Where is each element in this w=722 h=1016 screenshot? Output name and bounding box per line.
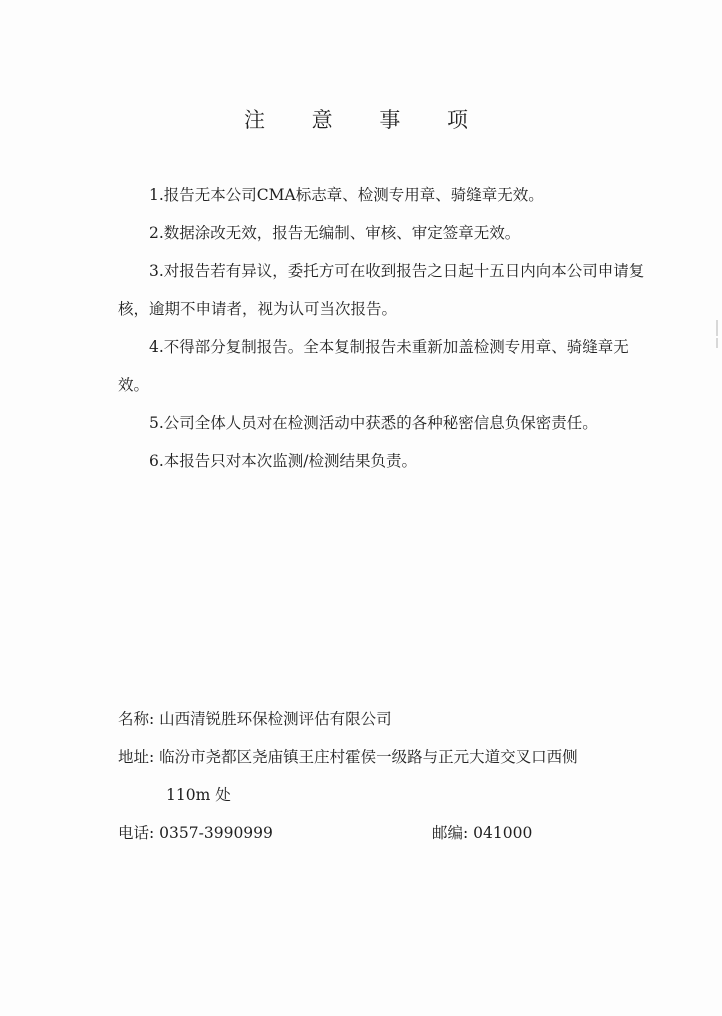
notice-item: 2.数据涂改无效，报告无编制、审核、审定签章无效。 <box>149 224 521 242</box>
page-title: 注 意 事 项 <box>243 108 489 132</box>
notice-item: 5.公司全体人员对在检测活动中获悉的各种秘密信息负保密责任。 <box>149 414 598 432</box>
address-label: 地址: <box>118 748 155 766</box>
address-continuation: 110m 处 <box>166 786 231 804</box>
address-continuation-row <box>118 776 658 814</box>
postal-code-value: 041000 <box>473 824 533 842</box>
address-row <box>118 738 658 776</box>
postal-code-group <box>432 814 532 852</box>
notice-item: 3.对报告若有异议，委托方可在收到报告之日起十五日内向本公司申请复核，逾期不申请者，视为认可当次报告。 <box>118 262 645 318</box>
notice-item: 6.本报告只对本次监测/检测结果负责。 <box>149 452 418 470</box>
notice-list <box>118 176 648 480</box>
notice-item: 4.不得部分复制报告。全本复制报告未重新加盖检测专用章、骑缝章无效。 <box>118 338 629 394</box>
notice-item: 1.报告无本公司CMA标志章、检测专用章、骑缝章无效。 <box>149 186 544 204</box>
company-info <box>118 700 658 852</box>
company-name-row <box>118 700 658 738</box>
company-name-value: 山西清锐胜环保检测评估有限公司 <box>159 710 392 728</box>
postal-code-label: 邮编: <box>432 824 469 842</box>
phone-label: 电话: <box>118 824 155 842</box>
scan-edge-mark <box>716 338 718 348</box>
scan-edge-mark <box>716 320 718 336</box>
contact-row <box>118 814 658 852</box>
phone-value: 0357-3990999 <box>159 824 273 842</box>
address-value: 临汾市尧都区尧庙镇王庄村霍侯一级路与正元大道交叉口西侧 <box>159 748 578 766</box>
company-name-label: 名称: <box>118 710 155 728</box>
